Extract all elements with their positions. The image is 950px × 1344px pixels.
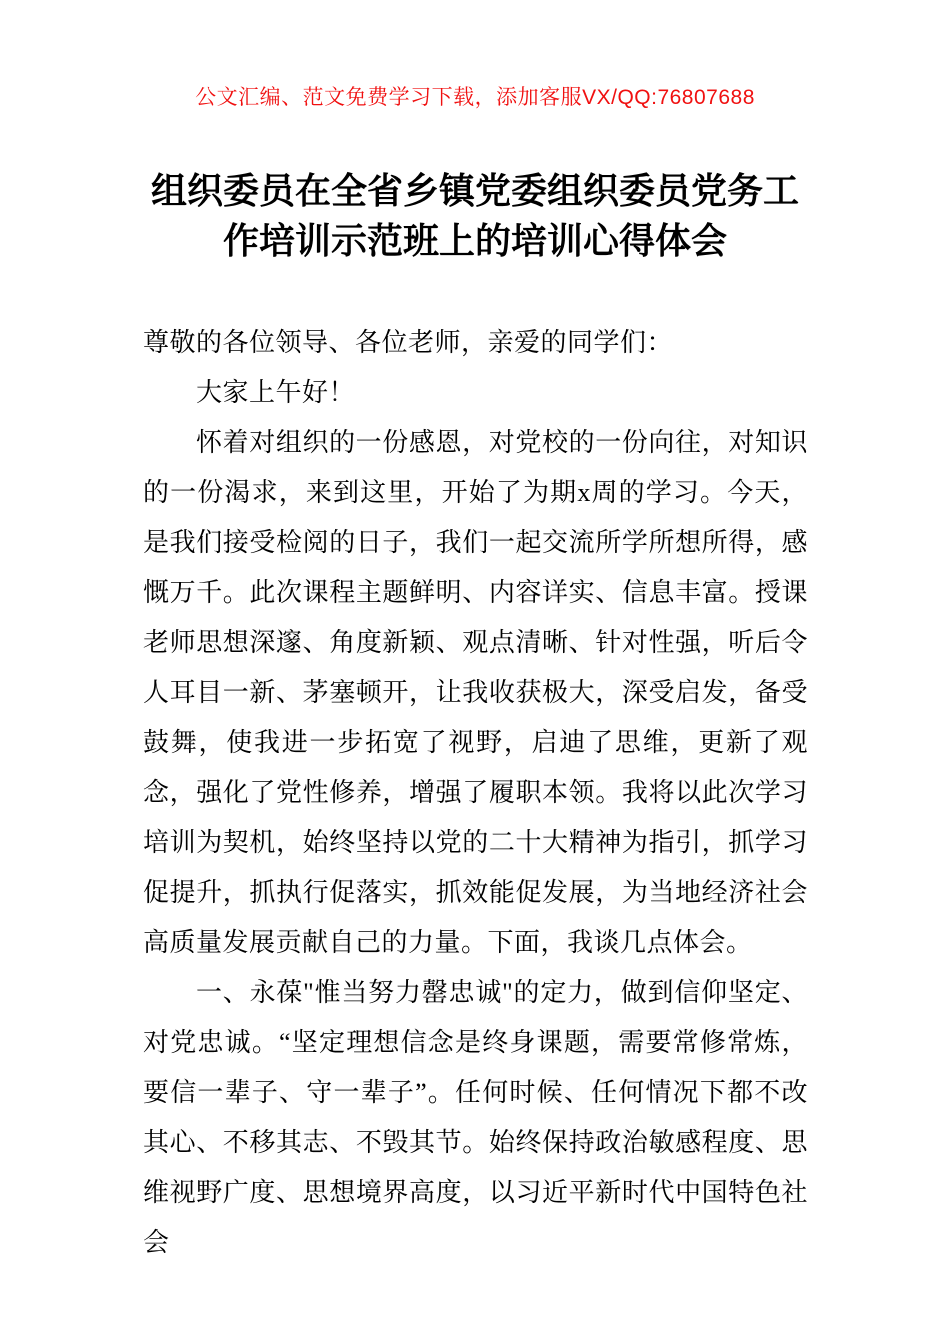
paragraph-point-one: 一、永葆"惟当努力罄忠诚"的定力，做到信仰坚定、对党忠诚。“坚定理想信念是终身课题，需要常修常炼，要信一辈子、守一辈子”。任何时候、任何情况下都不改其心、不移其志、不毁其节。始终保持政治敏感程度、思维视野广度、思想境界高度，以习近平新时代中国特色社会 bbox=[143, 978, 808, 1257]
document-title: 组织委员在全省乡镇党委组织委员党务工作培训示范班上的培训心得体会 bbox=[150, 171, 799, 261]
paragraph-greeting: 尊敬的各位领导、各位老师，亲爱的同学们： bbox=[143, 328, 674, 357]
paragraph-intro: 怀着对组织的一份感恩，对党校的一份向往，对知识的一份渴求，来到这里，开始了为期x周的学习。今天，是我们接受检阅的日子，我们一起交流所学所想所得，感慨万千。此次课程主题鲜明、内容详实、信息丰富。授课老师思想深邃、角度新颖、观点清晰、针对性强，听后令人耳目一新、茅塞顿开，让我收获极大，深受启发，备受鼓舞，使我进一步拓宽了视野，启迪了思维，更新了观念，强化了党性修养，增强了履职本领。我将以此次学习培训为契机，始终坚持以党的二十大精神为指引，抓学习促提升，抓执行促落实，抓效能促发展，为当地经济社会高质量发展贡献自己的力量。下面，我谈几点体会。 bbox=[143, 428, 808, 957]
paragraph-opening: 大家上午好！ bbox=[196, 378, 356, 407]
header-notice: 公文汇编、范文免费学习下载，添加客服VX/QQ:76807688 bbox=[195, 86, 755, 109]
document-body bbox=[143, 318, 808, 1268]
